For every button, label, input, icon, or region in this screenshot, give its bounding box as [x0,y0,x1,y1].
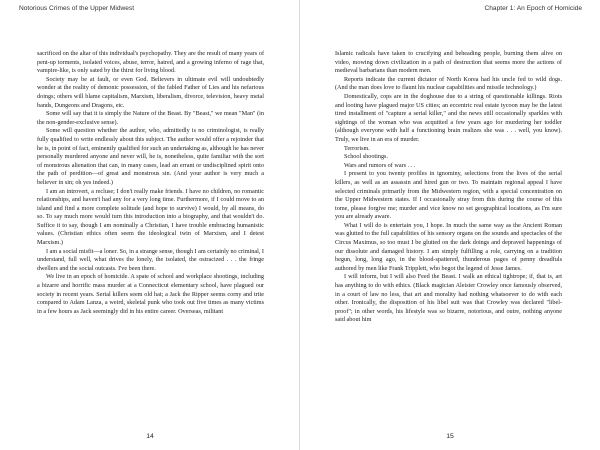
right-body-text [335,50,562,325]
left-running-head: Notorious Crimes of the Upper Midwest [19,5,135,12]
right-paragraph: Islamic radicals have taken to crucifying and beheading people, burning them alive on video, mowing down civilization in a path of destruction that seems more the actions of medieval barbarians than modern men. [335,50,562,75]
right-paragraph: Terrorism. [344,144,370,152]
right-paragraph: What I will do is entertain you, I hope. In much the same way as the Ancient Roman was glutted to the full capabilities of his sensory organs on the sounds and spectacles of the Circus Maximus, so too must I be glutted on the dark doings and depraved happenings of our dissolute and damaged history. I am simply fulfilling a role, carrying on a tradition begun, long, long ago, in the blood-spattered, thunderous pages of penny dreadfuls authored by men like Frank Tripplett, who begot the legend of Jesse James. [335,221,562,272]
left-paragraph: Society may be at fault, or even God. Believers in ultimate evil will undoubtedly wonder at the reality of demonic possession, of the fabled Father of Lies and his nefarious doings; others will blame capitalism, Marxism, liberalism, divorce, television, heavy metal bands, Dungeons and Dragons, etc. [37,75,264,109]
left-paragraph: I am a social misfit—a loner. So, in a strange sense, though I am certainly no criminal, I understand, full well, what drives the lonely, the isolated, the ostracized . . . the fringe dwellers and the social outcasts. I've been there. [37,247,264,272]
right-running-head: Chapter 1: An Epoch of Homicide [484,5,582,12]
right-paragraph: I present to you twenty profiles in ignominy, selections from the lives of the serial killers, as well as an assassin and hired gun or two. To maintain regional appeal I have selected criminals primarily from the Midwestern region, with a special concentration on the Upper Midwestern states. If I occasionally stray from this during the course of this tome, please forgive me; murder and vice know no set geographical locations, as I'm sure you are already aware. [335,170,562,221]
left-paragraph: We live in an epoch of homicide. A spate of school and workplace shootings, including a bizarre and horrific mass murder at a Connecticut elementary school, have plagued our society in recent years. Serial killers seem old hat; a Jack the Ripper seems corny and trite compared to Adam Lanza, a weird, skeletal punk who took out five times as many victims in a few hours as Jack seemingly did in his entire career. Overseas, militant [37,273,264,315]
left-paragraph: Some will question whether the author, who, admittedly is no criminologist, is really fully qualified to write endlessly about this subject. The author would offer a rejoinder that he is, in point of fact, eminently qualified for such an undertaking as, although he has never personally murdered anyone and never will, he is, nonetheless, quite familiar with the sort of monstrous alienation that can, in many cases, lead an errant or undisciplined spirit onto the path of perdition—of great and monstrous sin. (And your author is very much a believer in sin; oh yes indeed.) [37,127,264,186]
left-page-number: 14 [146,433,154,440]
right-paragraph: Wars and rumors of wars . . . [344,161,416,169]
right-page [300,0,600,450]
right-paragraph: School shootings. [344,153,389,161]
left-paragraph: Some will say that it is simply the Nature of the Beast. By "Beast," we mean "Man" (in the non-gender-exclusive sense). [37,110,264,126]
right-paragraph: I will inform, but I will also Feed the Beast. I walk an ethical tightrope; if, that is, art has anything to do with ethics. (Black magician Aleister Crowley once famously observed, in a court of law no less, that art and morality had nothing whatsoever to do with each other. Ironically, the disposition of his libel suit was that Crowley was declared "libel-proof"; in other words, his lifestyle was so bizarre, notorious, and outre, nothing anyone said about him [335,273,562,324]
left-paragraph: sacrificed on the altar of this individual's psychopathy. They are the result of many years of pent-up torments, isolated voices, abuse, terror, hatred, and a growing inferno of rage that, vampire-like, is only sated by the thirst for living blood. [37,50,264,75]
left-paragraph: I am an introvert, a recluse; I don't really make friends. I have no children, no romantic relationships, and haven't had any for a very long time. Furthermore, if I could move to an island and find a more complete solitude (and hope to survive) I would, by all means, do so. To say much more would turn this introduction into a biography, and that wouldn't do. Suffice it to say, though I am nominally a Christian, I have trouble embracing humanistic values. (Christian ethics often seem the ideological twin of Marxism, and I detest Marxism.) [37,187,264,247]
right-paragraph: Reports indicate the current dictator of North Korea had his uncle fed to wild dogs. (And the man does love to flaunt his nuclear capabilities and missile technology.) [335,75,562,92]
left-body-text [37,50,264,316]
right-page-number: 15 [446,433,454,440]
right-paragraph: Domestically, cops are in the doghouse due to a string of questionable killings. Riots and looting have plagued major US cities; an eccentric real estate tycoon may be the latest tired installment of "capture a serial killer," and the news still occasionally sparkles with sightings of the woman who was acquitted a few years ago for murdering her toddler (although everyone with half a functioning brain realizes she was . . . well, you know). Truly, we live in an era of murder. [335,92,562,143]
